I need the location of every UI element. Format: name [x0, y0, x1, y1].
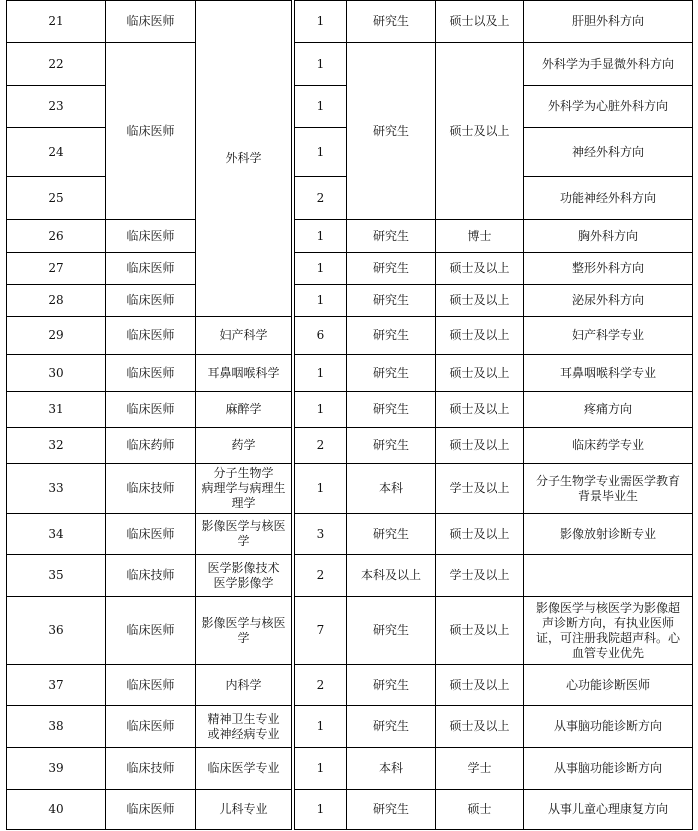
- cell-line: 或神经病专业: [207, 726, 280, 741]
- cell-no: 39: [7, 748, 106, 790]
- cell-major: [196, 555, 292, 597]
- cell-post: 临床医师: [106, 253, 196, 285]
- cell-post: 临床医师: [106, 355, 196, 392]
- table-row: [7, 597, 693, 665]
- cell-count: 1: [295, 464, 347, 514]
- cell-note: [524, 597, 693, 665]
- table-row: [7, 253, 693, 285]
- cell-major: 内科学: [196, 665, 292, 706]
- cell-no: 40: [7, 790, 106, 830]
- cell-line: 证，可注册我院超声科。心: [535, 630, 680, 645]
- cell-edu: 研究生: [347, 1, 436, 43]
- cell-post: 临床技师: [106, 748, 196, 790]
- cell-degree: 学士: [436, 748, 524, 790]
- table-row: [7, 790, 693, 830]
- cell-count: 1: [295, 253, 347, 285]
- cell-edu: 研究生: [347, 790, 436, 830]
- cell-major: [196, 514, 292, 555]
- cell-line: 分子生物学: [213, 466, 274, 480]
- table-row: [7, 665, 693, 706]
- cell-count: 2: [295, 665, 347, 706]
- cell-major: [196, 464, 292, 514]
- cell-major: [196, 597, 292, 665]
- cell-no: 32: [7, 428, 106, 464]
- cell-degree: 硕士及以上: [436, 43, 524, 220]
- cell-post: 临床医师: [106, 43, 196, 220]
- cell-degree: 硕士及以上: [436, 392, 524, 428]
- cell-line: 背景毕业生: [577, 488, 638, 503]
- cell-major: [196, 706, 292, 748]
- table-row: [7, 317, 693, 355]
- cell-degree: 硕士及以上: [436, 514, 524, 555]
- cell-degree: 硕士及以上: [436, 253, 524, 285]
- cell-major: 儿科专业: [196, 790, 292, 830]
- cell-post: 临床药师: [106, 428, 196, 464]
- cell-note: 泌尿外科方向: [524, 285, 693, 317]
- cell-count: 1: [295, 43, 347, 86]
- cell-no: 37: [7, 665, 106, 706]
- cell-line: 理学: [231, 496, 256, 510]
- cell-post: 临床技师: [106, 555, 196, 597]
- cell-edu: 研究生: [347, 665, 436, 706]
- cell-edu: 本科及以上: [347, 555, 436, 597]
- cell-major: 外科学: [196, 1, 292, 317]
- cell-degree: 硕士及以上: [436, 428, 524, 464]
- cell-note: 功能神经外科方向: [524, 177, 693, 220]
- cell-note: 肝胆外科方向: [524, 1, 693, 43]
- table-row: [7, 1, 693, 43]
- cell-post: 临床医师: [106, 1, 196, 43]
- cell-edu: 研究生: [347, 706, 436, 748]
- cell-note: 胸外科方向: [524, 220, 693, 253]
- cell-post: 临床医师: [106, 392, 196, 428]
- cell-count: 6: [295, 317, 347, 355]
- table-row: [7, 555, 693, 597]
- cell-line: 影像医学与核医学为影像超: [535, 600, 680, 615]
- cell-no: 31: [7, 392, 106, 428]
- cell-no: 35: [7, 555, 106, 597]
- cell-post: 临床医师: [106, 706, 196, 748]
- cell-no: 24: [7, 128, 106, 177]
- cell-major: 妇产科学: [196, 317, 292, 355]
- cell-note: 从事脑功能诊断方向: [524, 706, 693, 748]
- cell-degree: 硕士及以上: [436, 706, 524, 748]
- cell-note: 影像放射诊断专业: [524, 514, 693, 555]
- cell-line: 学: [237, 630, 250, 645]
- cell-count: 1: [295, 128, 347, 177]
- table-row: [7, 706, 693, 748]
- cell-degree: 硕士及以上: [436, 317, 524, 355]
- cell-note: 从事儿童心理康复方向: [524, 790, 693, 830]
- cell-no: 29: [7, 317, 106, 355]
- cell-post: 临床技师: [106, 464, 196, 514]
- cell-count: 1: [295, 392, 347, 428]
- cell-count: 1: [295, 355, 347, 392]
- cell-line: 影像医学与核医: [201, 519, 286, 533]
- cell-degree: 硕士及以上: [436, 665, 524, 706]
- table-row: [7, 392, 693, 428]
- cell-degree: 学士及以上: [436, 555, 524, 597]
- table-row: [7, 464, 693, 514]
- cell-note: 耳鼻咽喉科学专业: [524, 355, 693, 392]
- cell-line: 声诊断方向，有执业医师: [541, 615, 674, 630]
- cell-line: 病理学与病理生: [201, 481, 286, 495]
- cell-count: 7: [295, 597, 347, 665]
- cell-degree: 硕士以及上: [436, 1, 524, 43]
- table-row: [7, 748, 693, 790]
- cell-count: 1: [295, 285, 347, 317]
- cell-line: 精神卫生专业: [207, 711, 280, 726]
- cell-post: 临床医师: [106, 665, 196, 706]
- cell-edu: 研究生: [347, 597, 436, 665]
- cell-line: 影像医学与核医: [201, 615, 286, 630]
- cell-note: 从事脑功能诊断方向: [524, 748, 693, 790]
- cell-major: 耳鼻咽喉科学: [196, 355, 292, 392]
- cell-degree: 硕士及以上: [436, 285, 524, 317]
- cell-degree: 硕士及以上: [436, 355, 524, 392]
- cell-edu: 研究生: [347, 285, 436, 317]
- cell-edu: 本科: [347, 464, 436, 514]
- cell-no: 36: [7, 597, 106, 665]
- cell-major: 麻醉学: [196, 392, 292, 428]
- cell-major: 临床医学专业: [196, 748, 292, 790]
- cell-note: 妇产科学专业: [524, 317, 693, 355]
- cell-count: 2: [295, 555, 347, 597]
- cell-note: 疼痛方向: [524, 392, 693, 428]
- cell-line: 分子生物学专业需医学教育: [535, 473, 680, 488]
- cell-no: 26: [7, 220, 106, 253]
- cell-note: 整形外科方向: [524, 253, 693, 285]
- cell-count: 1: [295, 790, 347, 830]
- cell-note: [524, 464, 693, 514]
- cell-note: 临床药学专业: [524, 428, 693, 464]
- table-row: [7, 428, 693, 464]
- cell-edu: 研究生: [347, 253, 436, 285]
- cell-count: 1: [295, 748, 347, 790]
- cell-line: 学: [237, 534, 250, 548]
- cell-no: 38: [7, 706, 106, 748]
- cell-note: [524, 555, 693, 597]
- cell-post: 临床医师: [106, 597, 196, 665]
- cell-no: 25: [7, 177, 106, 220]
- cell-major: 药学: [196, 428, 292, 464]
- cell-count: 1: [295, 220, 347, 253]
- cell-degree: 硕士及以上: [436, 597, 524, 665]
- cell-line: 血管专业优先: [571, 645, 644, 660]
- cell-note: 外科学为手显微外科方向: [524, 43, 693, 86]
- cell-no: 30: [7, 355, 106, 392]
- cell-degree: 硕士: [436, 790, 524, 830]
- cell-edu: 研究生: [347, 355, 436, 392]
- cell-no: 34: [7, 514, 106, 555]
- cell-no: 23: [7, 86, 106, 128]
- cell-post: 临床医师: [106, 790, 196, 830]
- cell-degree: 学士及以上: [436, 464, 524, 514]
- cell-no: 22: [7, 43, 106, 86]
- cell-note: 心功能诊断医师: [524, 665, 693, 706]
- cell-edu: 本科: [347, 748, 436, 790]
- cell-count: 1: [295, 86, 347, 128]
- cell-post: 临床医师: [106, 285, 196, 317]
- table-row: [7, 514, 693, 555]
- cell-post: 临床医师: [106, 220, 196, 253]
- cell-no: 27: [7, 253, 106, 285]
- cell-edu: 研究生: [347, 392, 436, 428]
- cell-line: 医学影像技术: [207, 560, 280, 575]
- cell-edu: 研究生: [347, 428, 436, 464]
- cell-no: 21: [7, 1, 106, 43]
- cell-edu: 研究生: [347, 514, 436, 555]
- cell-count: 1: [295, 706, 347, 748]
- cell-edu: 研究生: [347, 317, 436, 355]
- cell-count: 1: [295, 1, 347, 43]
- cell-count: 3: [295, 514, 347, 555]
- table-row: [7, 285, 693, 317]
- table-row: [7, 43, 693, 86]
- cell-note: 外科学为心脏外科方向: [524, 86, 693, 128]
- cell-count: 2: [295, 177, 347, 220]
- cell-post: 临床医师: [106, 514, 196, 555]
- cell-degree: 博士: [436, 220, 524, 253]
- cell-post: 临床医师: [106, 317, 196, 355]
- cell-note: 神经外科方向: [524, 128, 693, 177]
- cell-edu: 研究生: [347, 220, 436, 253]
- recruitment-table: [6, 0, 693, 830]
- table-row: [7, 355, 693, 392]
- cell-no: 33: [7, 464, 106, 514]
- table-row: [7, 220, 693, 253]
- cell-edu: 研究生: [347, 43, 436, 220]
- cell-count: 2: [295, 428, 347, 464]
- cell-line: 医学影像学: [213, 575, 274, 590]
- cell-no: 28: [7, 285, 106, 317]
